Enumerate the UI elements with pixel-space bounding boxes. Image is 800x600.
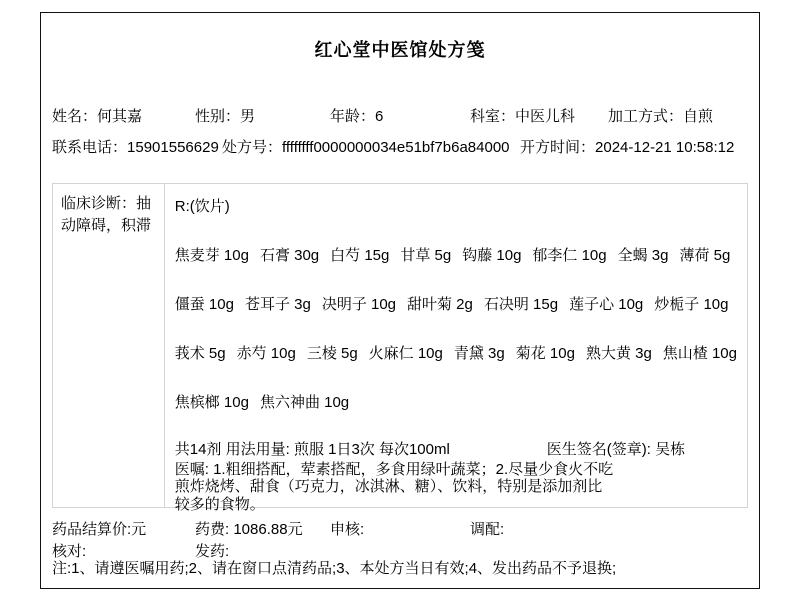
diagnosis-label: 临床诊断：: [61, 195, 137, 212]
processing-method-value: 自煎: [683, 108, 714, 125]
herb-item: 焦麦芽 10g: [174, 247, 249, 264]
herb-item: 苍耳子 3g: [244, 296, 311, 313]
doctor-advice: [175, 461, 737, 513]
doctor-advice-line: 煎炸烧烤、甜食（巧克力，冰淇淋、糖）、饮料，特别是添加剂比: [174, 478, 603, 496]
settlement-price-field: 药品结算价:元: [52, 521, 147, 538]
patient-name-label: 姓名：: [52, 108, 98, 125]
phone-field: [52, 139, 219, 156]
department-value: 中医儿科: [515, 108, 576, 125]
herb-item: 甜叶菊 2g: [407, 296, 473, 313]
herb-line: [175, 394, 737, 411]
check-field: 核对:: [52, 543, 87, 560]
herb-line: [175, 345, 737, 362]
herb-item: 莪术 5g: [174, 345, 226, 362]
department-label: 科室：: [470, 108, 516, 125]
processing-method-label: 加工方式：: [608, 108, 684, 125]
footer-note: 注:1、请遵医嘱用药;2、请在窗口点清药品;3、本处方当日有效;4、发出药品不予退换;: [52, 560, 617, 577]
doctor-signature: [547, 441, 685, 458]
department-field: [470, 108, 575, 125]
patient-gender-label: 性别：: [195, 108, 241, 125]
doctor-advice-line: 较多的食物。: [174, 495, 265, 513]
herb-item: 甘草 5g: [400, 247, 452, 264]
doctor-signature-label: 医生签名(签章):: [546, 441, 656, 458]
doctor-advice-line: 医嘱: 1.粗细搭配，荤素搭配，多食用绿叶蔬菜；2.尽量少食火不吃: [174, 461, 614, 478]
rx-number-field: [222, 139, 510, 156]
rx-number-value: ffffffff0000000034e51bf7b6a84000: [282, 139, 510, 156]
herb-line: [175, 247, 737, 264]
herb-item: 决明子 10g: [321, 296, 397, 313]
usage-summary-row: [175, 441, 737, 458]
prescription-table: [52, 183, 748, 513]
fee-label: 药费:: [195, 521, 234, 538]
page-title: 红心堂中医馆处方笺: [314, 40, 486, 60]
herb-item: 熟大黄 3g: [585, 345, 652, 362]
review-field: 申核:: [330, 521, 365, 538]
diagnosis-value: 抽动障碍，积滞: [61, 195, 152, 234]
herb-item: 白芍 15g: [330, 247, 390, 264]
prescription-cell: [165, 184, 747, 513]
herb-item: 莲子心 10g: [569, 296, 644, 313]
rx-header: R:(饮片): [174, 198, 230, 215]
patient-name-field: [52, 108, 142, 125]
herb-item: 三棱 5g: [306, 345, 358, 362]
usage-summary: 共14剂 用法用量: 煎服 1日3次 每次100ml: [174, 441, 450, 458]
patient-age-label: 年龄：: [330, 108, 376, 125]
patient-name-value: 何其嘉: [97, 108, 143, 125]
herb-list: [175, 247, 737, 411]
doctor-name: 吴栋: [655, 441, 686, 458]
herb-item: 火麻仁 10g: [368, 345, 443, 362]
herb-item: 菊花 10g: [515, 345, 575, 362]
patient-age-field: [330, 108, 383, 125]
herb-item: 郁李仁 10g: [532, 247, 607, 264]
herb-item: 钩藤 10g: [462, 247, 522, 264]
patient-gender-value: 男: [240, 108, 256, 125]
herb-item: 焦槟榔 10g: [174, 394, 249, 411]
herb-item: 焦山楂 10g: [662, 345, 737, 362]
herb-item: 石膏 30g: [259, 247, 320, 264]
herb-item: 炒栀子 10g: [654, 296, 729, 313]
herb-item: 青黛 3g: [453, 345, 505, 362]
patient-age-value: 6: [375, 108, 384, 125]
herb-item: 石决明 15g: [483, 296, 559, 313]
fee-value: 1086.88元: [233, 521, 303, 538]
clinical-diagnosis: [61, 193, 158, 237]
compound-field: 调配:: [470, 521, 505, 538]
processing-method-field: [608, 108, 713, 125]
issue-time-value: 2024-12-21 10:58:12: [595, 139, 735, 156]
issue-time-field: [520, 139, 734, 156]
herb-line: [175, 296, 737, 313]
herb-item: 全蝎 3g: [617, 247, 669, 264]
patient-gender-field: [195, 108, 255, 125]
dispense-field: 发药:: [195, 543, 230, 560]
herb-item: 焦六神曲 10g: [259, 394, 350, 411]
issue-time-label: 开方时间：: [520, 139, 596, 156]
phone-value: 15901556629: [127, 139, 219, 156]
rx-number-label: 处方号：: [222, 139, 283, 156]
herb-item: 赤芍 10g: [236, 345, 296, 362]
phone-label: 联系电话：: [52, 139, 128, 156]
herb-item: 薄荷 5g: [679, 247, 731, 264]
herb-item: 僵蚕 10g: [174, 296, 234, 313]
diagnosis-cell: [53, 184, 165, 507]
fee-field: [195, 521, 303, 538]
